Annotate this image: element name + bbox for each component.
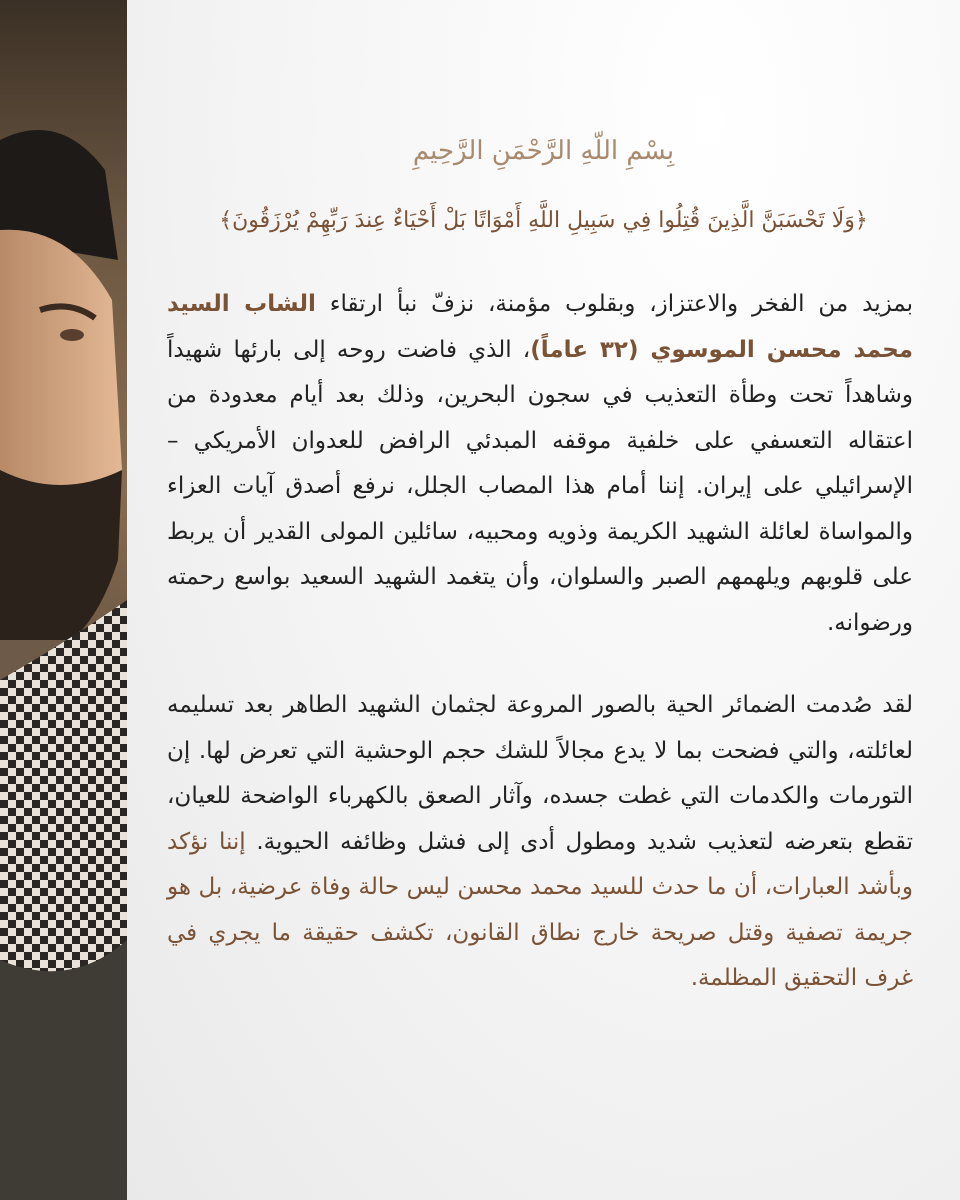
paragraph-intro: بمزيد من الفخر والاعتزاز، وبقلوب مؤمنة، نزفّ نبأ ارتقاء (329, 291, 913, 317)
statement-panel (127, 0, 960, 1200)
basmala-heading: بِسْمِ اللّهِ الرَّحْمَنِ الرَّحِيمِ (412, 136, 675, 166)
quran-verse: ﴿وَلَا تَحْسَبَنَّ الَّذِينَ قُتِلُوا فِي سَبِيلِ اللَّهِ أَمْوَاتًا بَلْ أَحْيَاءٌ عِندَ رَبِّهِمْ يُرْزَقُونَ﴾ (219, 208, 868, 233)
paragraph-condolence (167, 282, 913, 646)
portrait-photo (0, 0, 127, 1200)
paragraph-body: لقد صُدمت الضمائر الحية بالصور المروعة لجثمان الشهيد الطاهر بعد تسليمه لعائلته، والتي فضحت بما لا يدع مجالاً للشك حجم الوحشية التي تعرض لها. إن التورمات والكدمات التي غطت جسده، وآثار الصعق بالكهرباء الواضحة للعيان، تقطع بتعرضه لتعذيب شديد ومطول أدى إلى فشل وظائفه الحيوية. (167, 692, 913, 855)
paragraph-condemnation (167, 683, 913, 1002)
martyr-name: الشاب السيد محمد محسن الموسوي (٣٢ عاماً) (167, 291, 914, 363)
paragraph-highlight: إننا نؤكد وبأشد العبارات، أن ما حدث للسيد محمد محسن ليس حالة وفاة عرضية، بل هو جريمة تصفية وقتل صريحة خارج نطاق القانون، تكشف حقيقة ما يجري في غرف التحقيق المظلمة. (167, 828, 913, 991)
paragraph-rest: ، الذي فاضت روحه إلى بارئها شهيداً وشاهداً تحت وطأة التعذيب في سجون البحرين، وذلك بعد أيام معدودة من اعتقاله التعسفي على خلفية موقفه المبدئي الرافض للعدوان الأمريكي – الإسرائيلي على إيران. إننا أمام هذا المصاب الجلل، نرفع أصدق آيات العزاء والمواساة لعائلة الشهيد الكريمة وذويه ومحبيه، سائلين المولى القدير أن يربط على قلوبهم ويلهمهم الصبر والسلوان، وأن يتغمد الشهيد السعيد بواسع رحمته ورضوانه. (167, 336, 913, 636)
